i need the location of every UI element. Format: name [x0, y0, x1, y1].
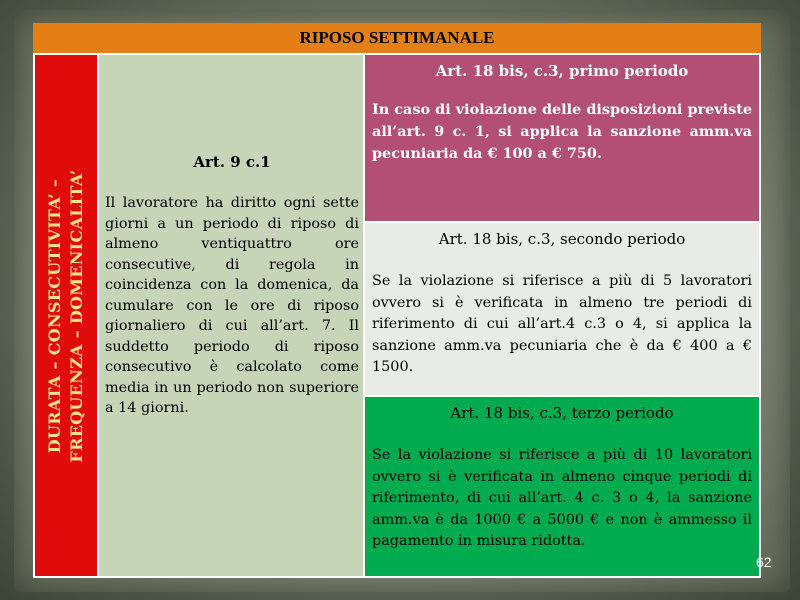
sanction-text-third: Se la violazione si riferisce a più di 10 lavoratori ovvero si è verificata in almeno cinque periodi di riferimento, di cui all’art. 4 c. 3 o 4, la sanzione amm.va è da 1000 € a 5000 € e non è ammesso il pagamento in misura ridotta. [372, 447, 752, 549]
table-title: RIPOSO SETTIMANALE [33, 23, 761, 53]
rule-heading: Art. 9 c.1 [193, 153, 271, 171]
category-label [44, 66, 88, 566]
sanction-text-second: Se la violazione si riferisce a più di 5 lavoratori ovvero si è verificata in almeno tre periodi di riferimento di cui all’art.4 c.3 o 4, si applica la sanzione amm.va pecuniaria che è da € 400 a € 1500. [372, 273, 752, 375]
category-cell [35, 55, 97, 576]
rule-text: Il lavoratore ha diritto ogni sette giorni a un periodo di riposo di almeno ventiquattro ore consecutive, di regola in coincidenza con la domenica, da cumulare con le ore di riposo giornaliero di cui all’art. 7. Il suddetto periodo di riposo consecutivo è calcolato come media in un periodo non superiore a 14 giorni. [105, 195, 359, 416]
sanction-cell-first [365, 55, 759, 221]
sanction-cell-third [365, 397, 759, 576]
category-label-line-2: FREQUENZA – DOMENICALITA’ [67, 168, 86, 463]
sanction-heading-second: Art. 18 bis, c.3, secondo periodo [438, 230, 686, 248]
sanction-cell-second [365, 223, 759, 395]
sanction-text-first: In caso di violazione delle disposizioni previste all’art. 9 c. 1, si applica la sanzione amm.va pecuniaria da € 100 a € 750. [372, 101, 752, 162]
category-label-line-1: DURATA – CONSECUTIVITA’ – [45, 178, 64, 453]
sanction-heading-first: Art. 18 bis, c.3, primo periodo [435, 62, 689, 80]
sanction-heading-third: Art. 18 bis, c.3, terzo periodo [450, 404, 674, 422]
sanctions-table [33, 23, 761, 578]
rule-cell [99, 55, 363, 576]
page-number: 62 [756, 554, 772, 570]
